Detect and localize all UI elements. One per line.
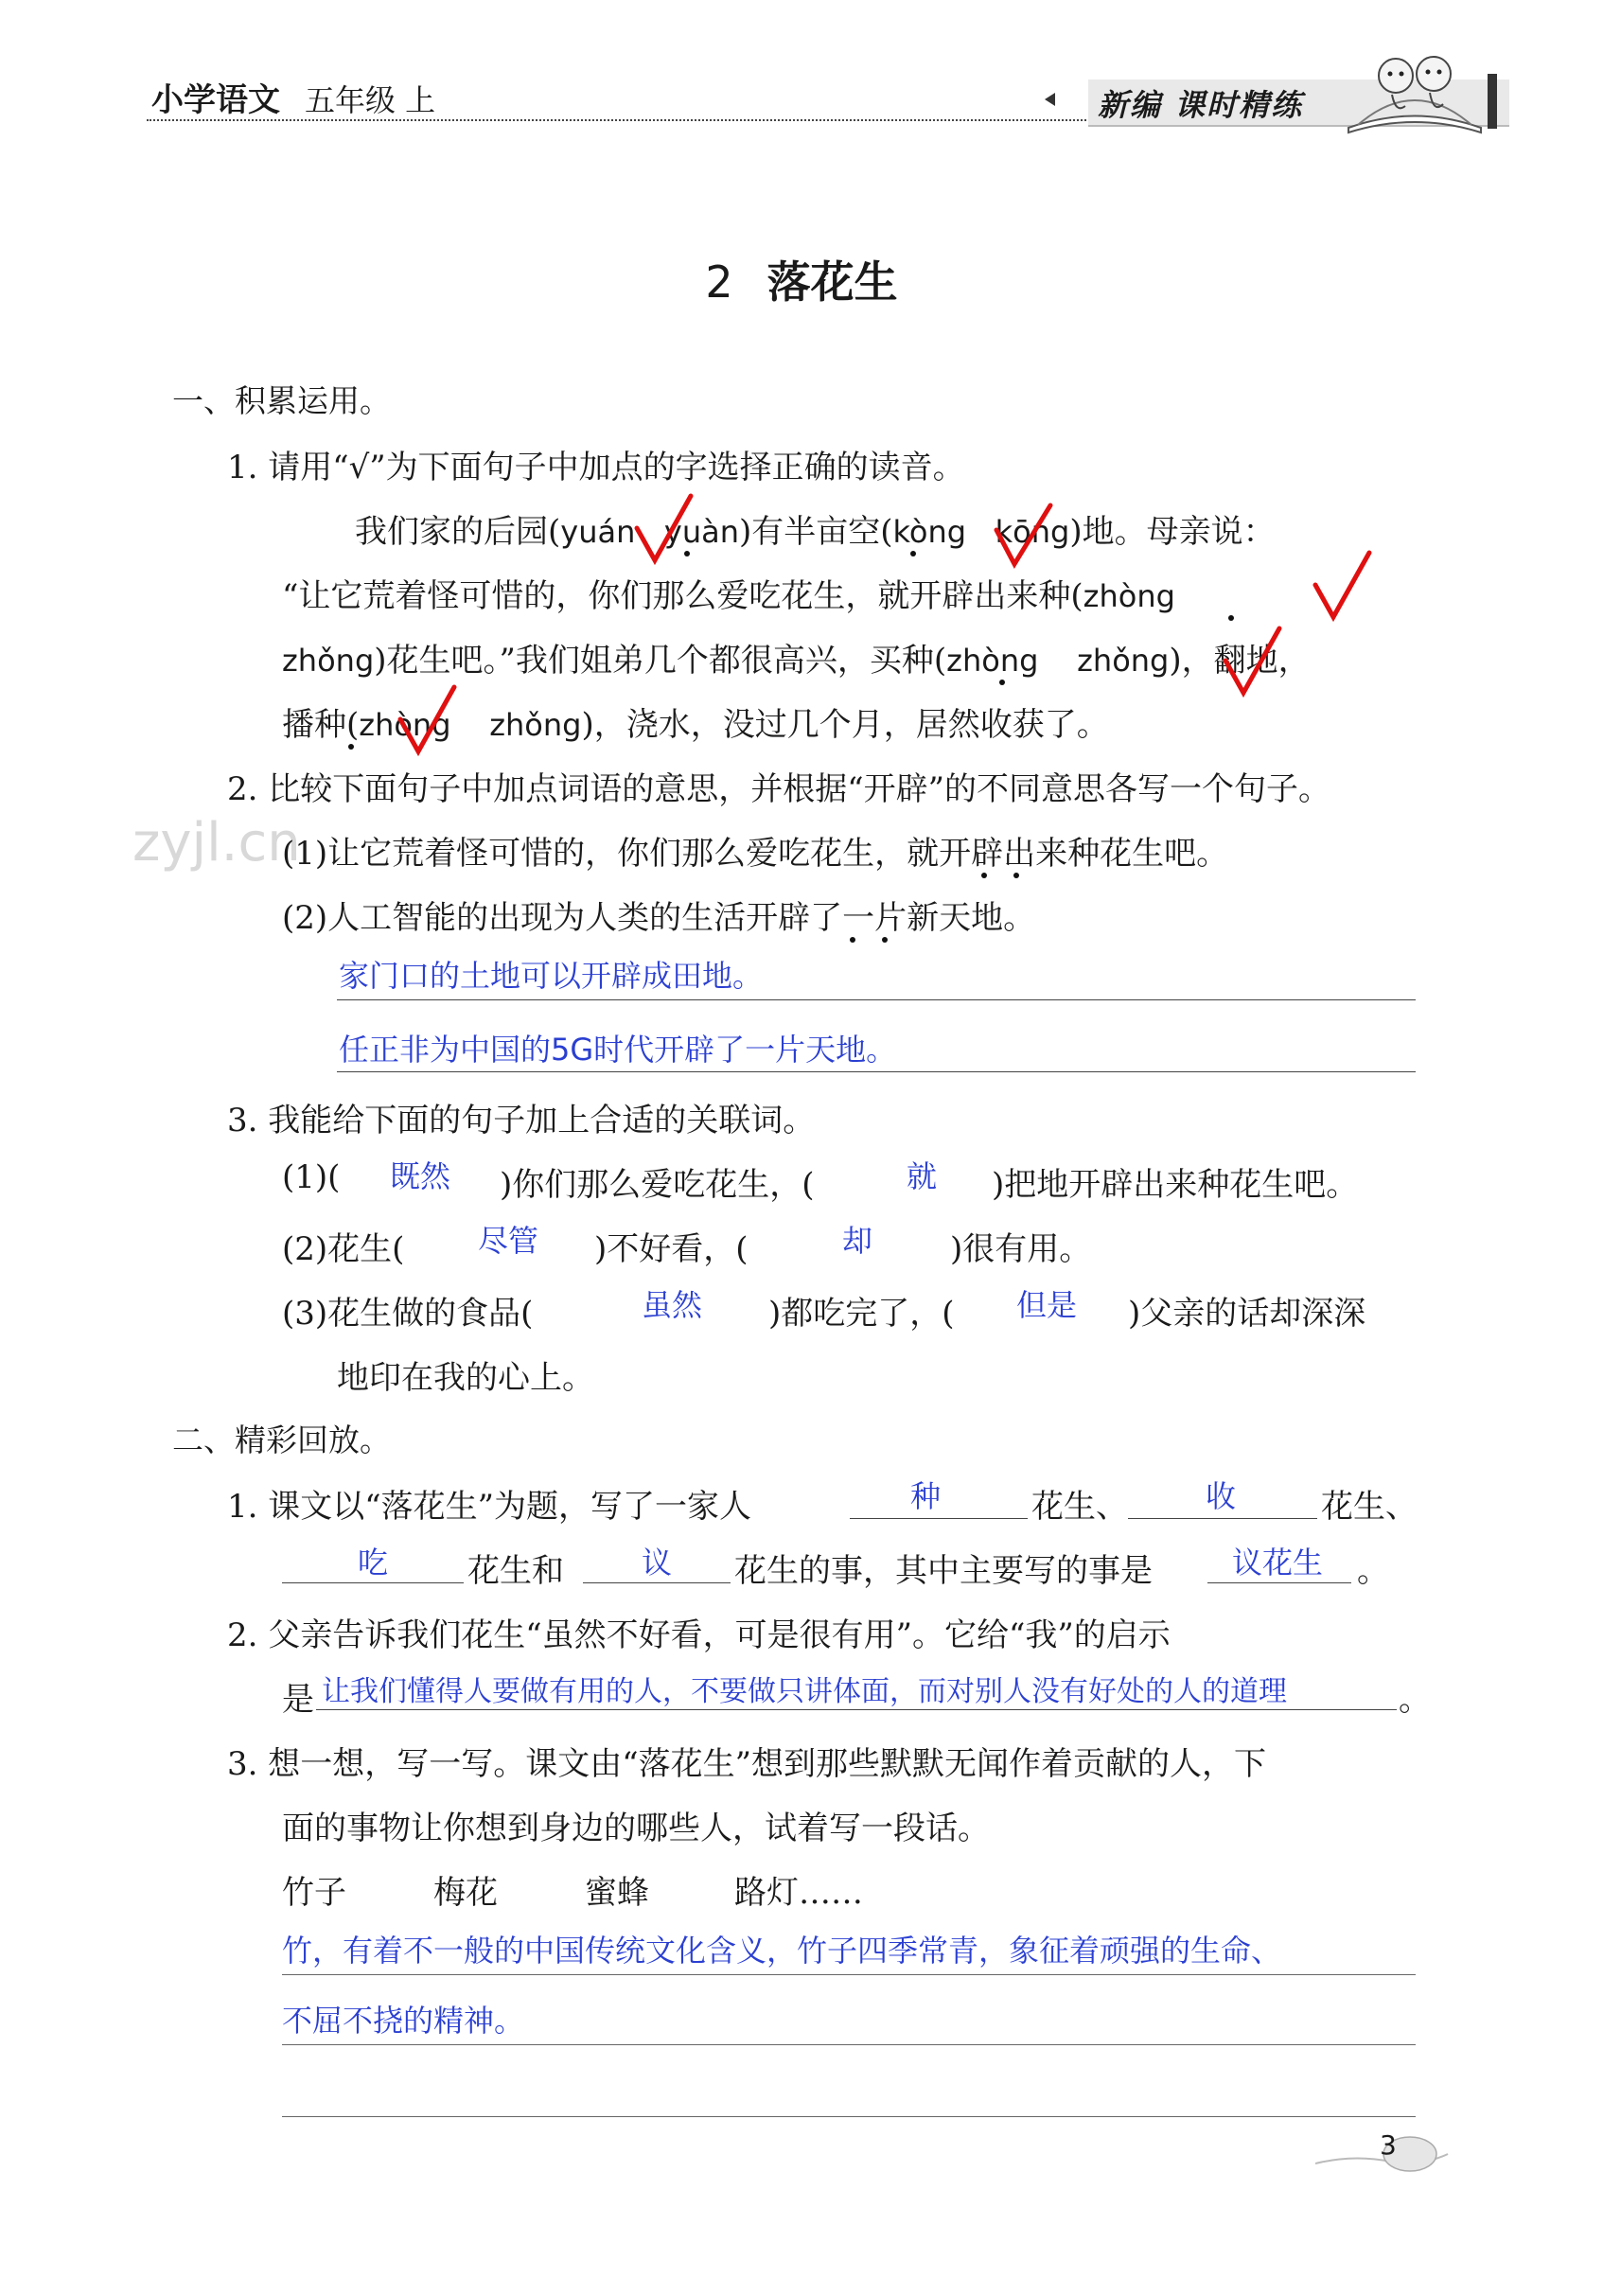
header-subject — [151, 74, 435, 120]
q3-r1c: )把地开辟出来种花生吧。 — [992, 1166, 1359, 1204]
s2q2-l2b: 。 — [1399, 1681, 1431, 1719]
answer-line — [1207, 1582, 1351, 1583]
s2q3-answer2: 不屈不挠的精神。 — [282, 2003, 525, 2039]
checkmark-icon — [1311, 549, 1377, 625]
checkmark-icon — [632, 492, 698, 568]
q3-stem: 3. 我能给下面的句子加上合适的关联词。 — [227, 1102, 816, 1139]
q3-r3c: )父亲的话却深深 — [1128, 1295, 1366, 1333]
checkmark-icon — [1221, 625, 1287, 700]
q1-line2 — [282, 570, 1175, 616]
section2-heading: 二、精彩回放。 — [172, 1422, 391, 1458]
s2q1-l1b: 花生、 — [1031, 1488, 1128, 1526]
q1-l1b: )有半亩空( — [739, 513, 893, 551]
q3-r2-answer2: 却 — [842, 1223, 873, 1259]
s2q1-l2c: 。 — [1357, 1552, 1389, 1590]
section1-heading: 一、积累运用。 — [172, 382, 391, 419]
q1-l3c: )，翻地， — [1169, 642, 1311, 680]
q3-r2c: )很有用。 — [950, 1230, 1092, 1268]
answer-line — [282, 2116, 1416, 2117]
q2-sentence2: (2)人工智能的出现为人类的生活开辟了一片新天地。 — [282, 899, 1036, 937]
q1-line3 — [282, 634, 1311, 680]
answer-line — [337, 999, 1416, 1000]
q1-l1a: 我们家的后园( — [355, 513, 561, 551]
q3-r1-answer1: 既然 — [390, 1158, 451, 1194]
q2-stem: 2. 比较下面句子中加点词语的意思，并根据“开辟”的不同意思各写一个句子。 — [227, 770, 1331, 808]
brand-a: 新编 — [1098, 87, 1163, 123]
brand-b: 课时精练 — [1174, 87, 1304, 123]
s2q1-answer3: 吃 — [358, 1545, 389, 1581]
answer-line — [337, 1071, 1416, 1072]
s2q1-l2b: 花生的事，其中主要写的事是 — [734, 1552, 1153, 1590]
q3-r1a: (1)( — [282, 1158, 341, 1196]
s2q2-answer: 让我们懂得人要做有用的人，不要做只讲体面，而对别人没有好处的人的道理 — [322, 1675, 1287, 1708]
s2q1-l1a: 1. 课文以“落花生”为题，写了一家人 — [227, 1488, 752, 1526]
brand-title — [1098, 81, 1303, 125]
answer-line — [1128, 1518, 1317, 1519]
q1-l1c: )地。母亲说： — [1069, 513, 1276, 551]
grade-label: 五年级 上 — [305, 82, 436, 118]
mascot-book-icon — [1339, 38, 1490, 142]
q1-stem: 1. 请用“√”为下面句子中加点的字选择正确的读音。 — [227, 449, 965, 486]
q2-answer1: 家门口的土地可以开辟成田地。 — [339, 958, 764, 994]
q2-sentence1: (1)让它荒着怪可惜的，你们那么爱吃花生，就开辟出来种花生吧。 — [282, 835, 1229, 873]
s2q1-l1c: 花生、 — [1321, 1488, 1418, 1526]
pinyin-zhong-b: zhǒng — [282, 643, 375, 679]
q1-line1 — [355, 505, 1276, 552]
s2q3-item: 梅花 — [433, 1874, 498, 1912]
q3-row1 — [282, 1158, 340, 1196]
answer-line — [282, 1974, 1416, 1975]
answer-line — [583, 1582, 731, 1583]
page-title — [0, 248, 1603, 310]
s2q1-answer1: 种 — [910, 1478, 942, 1514]
q3-r3b: )都吃完了，( — [768, 1295, 955, 1333]
checkmark-icon — [992, 500, 1058, 571]
q3-r2-answer1: 尽管 — [478, 1223, 539, 1259]
q3-r3a: (3)花生做的食品( — [282, 1295, 534, 1333]
q1-l4a: 播种( — [282, 706, 360, 744]
watermark: zyjl.cn — [132, 812, 301, 874]
pinyin-zhong-c: zhòng zhǒng — [946, 643, 1170, 679]
q3-r3d: 地印在我的心上。 — [337, 1359, 594, 1397]
s2q3-item: 蜜蜂 — [585, 1874, 649, 1912]
q1-l4b: )，浇水，没过几个月，居然收获了。 — [581, 706, 1109, 744]
q1-l3b: )花生吧。”我们姐弟几个都很高兴，买种( — [374, 642, 947, 680]
emphasis-dot — [348, 744, 354, 750]
s2q2-l2a: 是 — [282, 1681, 314, 1719]
page-number: 3 — [1380, 2129, 1397, 2161]
q3-r1-answer2: 就 — [907, 1158, 938, 1194]
answer-line — [282, 2044, 1416, 2045]
answer-line — [282, 1582, 464, 1583]
emphasis-dot — [1228, 615, 1234, 621]
q3-r3-answer1: 虽然 — [642, 1287, 703, 1323]
s2q3-answer1: 竹，有着不一般的中国传统文化含义，竹子四季常青，象征着顽强的生命、 — [282, 1933, 1282, 1969]
header-rule — [147, 119, 1136, 121]
q1-l2a: “让它荒着怪可惜的，你们那么爱吃花生，就开辟出来种( — [282, 577, 1083, 615]
answer-line — [316, 1709, 1397, 1710]
s2q3-item: 竹子 — [282, 1874, 346, 1912]
q3-r1b: )你们那么爱吃花生，( — [500, 1166, 815, 1204]
s2q1-answer5: 议花生 — [1232, 1545, 1324, 1581]
s2q3-l2: 面的事物让你想到身边的哪些人，试着写一段话。 — [282, 1810, 990, 1847]
emphasis-dot — [910, 551, 916, 556]
s2q3-item: 路灯…… — [734, 1874, 863, 1912]
s2q1-answer2: 收 — [1206, 1478, 1237, 1514]
q3-r2a: (2)花生( — [282, 1230, 405, 1268]
q3-r2b: )不好看，( — [594, 1230, 749, 1268]
pinyin-kong: kòng kōng — [892, 514, 1070, 550]
q3-r3-answer2: 但是 — [1016, 1287, 1078, 1323]
triangle-icon — [1045, 93, 1055, 106]
emphasis-dot — [999, 680, 1005, 685]
answer-line — [850, 1518, 1028, 1519]
s2q1-answer4: 议 — [642, 1545, 673, 1581]
s2q3-l1: 3. 想一想，写一写。课文由“落花生”想到那些默默无闻作着贡献的人，下 — [227, 1745, 1267, 1783]
subject-label: 小学语文 — [151, 81, 280, 119]
pinyin-zhong-d: zhòng zhǒng — [359, 707, 582, 743]
pinyin-zhong-a: zhòng — [1083, 578, 1175, 614]
s2q1-l2a: 花生和 — [467, 1552, 564, 1590]
lesson-name: 落花生 — [766, 256, 898, 308]
pinyin-yuan: yuán yuàn — [560, 514, 739, 550]
checkmark-icon — [396, 683, 462, 759]
lesson-number: 2 — [705, 256, 733, 308]
header-bar — [1488, 74, 1497, 129]
s2q2-l1: 2. 父亲告诉我们花生“虽然不好看，可是很有用”。它给“我”的启示 — [227, 1616, 1171, 1654]
q2-answer2: 任正非为中国的5G时代开辟了一片天地。 — [339, 1032, 897, 1068]
